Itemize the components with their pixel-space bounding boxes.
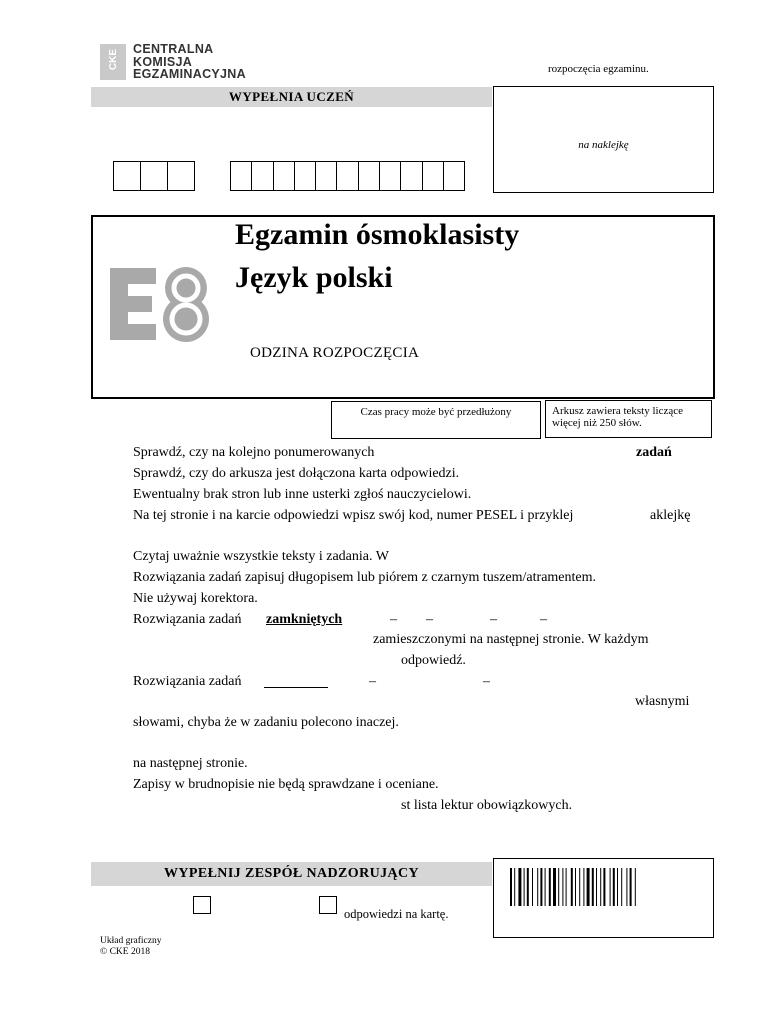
proctor-note: odpowiedzi na kartę. bbox=[344, 907, 449, 921]
pesel-cell[interactable] bbox=[273, 161, 295, 191]
proctor-band: WYPEŁNIJ ZESPÓŁ NADZORUJĄCY bbox=[91, 862, 492, 886]
pesel-cell[interactable] bbox=[379, 161, 401, 191]
footer-line: © CKE 2018 bbox=[100, 947, 150, 957]
instruction-11: Rozwiązania zadań bbox=[133, 674, 242, 689]
cke-logo-mark bbox=[100, 44, 126, 80]
texts-note-box: Arkusz zawiera teksty liczące więcej niż 250 słów. bbox=[545, 400, 712, 438]
barcode-icon bbox=[508, 868, 698, 906]
pesel-cell[interactable] bbox=[422, 161, 444, 191]
instruction-7: Nie używaj korektora. bbox=[133, 591, 258, 606]
pesel-cell[interactable] bbox=[230, 161, 252, 191]
instruction-1: Sprawdź, czy na kolejno ponumerowanych bbox=[133, 445, 375, 460]
dash: – bbox=[490, 612, 497, 627]
logo-line: CENTRALNA bbox=[133, 42, 214, 56]
instruction-8: Rozwiązania zadań bbox=[133, 612, 242, 627]
pesel-cell[interactable] bbox=[336, 161, 358, 191]
instruction-9: zamieszczonymi na następnej stronie. W każdym bbox=[373, 632, 649, 647]
checkbox-1[interactable] bbox=[193, 896, 211, 914]
logo-line: KOMISJA bbox=[133, 54, 193, 69]
footer bbox=[100, 936, 161, 958]
instruction-15: Zapisy w brudnopisie nie będą sprawdzane i oceniane. bbox=[133, 777, 439, 792]
code-cell[interactable] bbox=[140, 161, 168, 191]
pesel-cell[interactable] bbox=[315, 161, 337, 191]
dash: – bbox=[390, 612, 397, 627]
instruction-2: Sprawdź, czy do arkusza jest dołączona karta odpowiedzi. bbox=[133, 466, 460, 481]
exam-title: Egzamin ósmoklasisty bbox=[235, 218, 520, 251]
cke-logo-mark-text: CKE bbox=[108, 48, 120, 71]
code-cell[interactable] bbox=[113, 161, 141, 191]
dash: – bbox=[369, 674, 376, 689]
pesel-cells[interactable] bbox=[230, 161, 464, 191]
student-code-cells[interactable] bbox=[113, 161, 194, 191]
student-band: WYPEŁNIA UCZEŃ bbox=[91, 87, 492, 107]
footer-line: Układ graficzny bbox=[100, 936, 162, 946]
instruction-4-end: aklejkę bbox=[650, 508, 691, 523]
instruction-5: Czytaj uważnie wszystkie teksty i zadania. W bbox=[133, 549, 389, 564]
start-hour-label: ODZINA ROZPOCZĘCIA bbox=[250, 345, 420, 361]
logo-line: EGZAMINACYJNA bbox=[133, 67, 246, 81]
dash: – bbox=[540, 612, 547, 627]
dash: – bbox=[426, 612, 433, 627]
dash: – bbox=[483, 674, 490, 689]
e8-badge-icon bbox=[106, 264, 216, 344]
pesel-cell[interactable] bbox=[294, 161, 316, 191]
code-cell[interactable] bbox=[167, 161, 195, 191]
pesel-cell[interactable] bbox=[358, 161, 380, 191]
instruction-4: Na tej stronie i na karcie odpowiedzi wpisz swój kod, numer PESEL i przyklej bbox=[133, 508, 574, 523]
instruction-1-end: zadań bbox=[636, 445, 672, 460]
instruction-6: Rozwiązania zadań zapisuj długopisem lub piórem z czarnym tuszem/atramentem. bbox=[133, 570, 596, 585]
checkbox-2[interactable] bbox=[319, 896, 337, 914]
sticker-label: na naklejkę bbox=[578, 139, 629, 151]
blank-line bbox=[264, 675, 328, 688]
pesel-cell[interactable] bbox=[251, 161, 273, 191]
instruction-3: Ewentualny brak stron lub inne usterki zgłoś nauczycielowi. bbox=[133, 487, 472, 502]
exam-subject: Język polski bbox=[235, 261, 393, 294]
time-note-box: Czas pracy może być przedłużony bbox=[331, 401, 541, 439]
instruction-12: własnymi bbox=[635, 694, 690, 709]
instruction-8-closed: zamkniętych bbox=[266, 612, 343, 627]
top-note: rozpoczęcia egzaminu. bbox=[548, 63, 649, 75]
pesel-cell[interactable] bbox=[443, 161, 465, 191]
instruction-14: na następnej stronie. bbox=[133, 756, 248, 771]
cke-logo-text bbox=[133, 43, 246, 81]
instruction-13: słowami, chyba że w zadaniu polecono inaczej. bbox=[133, 715, 399, 730]
pesel-cell[interactable] bbox=[400, 161, 422, 191]
instruction-16: st lista lektur obowiązkowych. bbox=[401, 798, 573, 813]
instruction-10: odpowiedź. bbox=[401, 653, 466, 668]
